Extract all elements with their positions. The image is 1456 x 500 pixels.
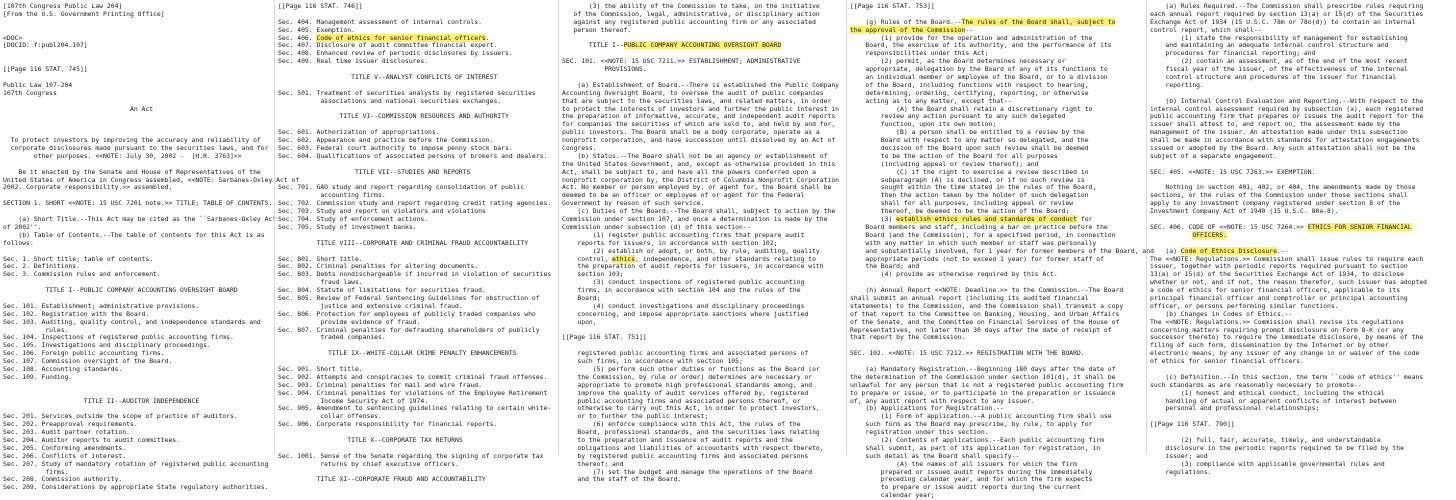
text-line: that are subject to the securities laws, and related matters, in order [562, 96, 832, 105]
text-line: electronic means, by any issuer of any change in or waiver of the code [1150, 349, 1420, 358]
text-line: Sec. 801. Short title. [278, 254, 363, 263]
text-line: To protect investors by improving the accuracy and reliability of [3, 136, 261, 145]
text-line: Public Law 107-204 [3, 80, 73, 89]
text-line: TITLE II--AUDITOR INDEPENDENCE [3, 396, 200, 405]
text-line: Sec. 604. Qualifications of associated persons of brokers and dealers. [278, 151, 548, 160]
text-line: (a) Establishment of Board.--There is established the Public Company [562, 80, 840, 89]
text-line [3, 27, 271, 35]
text-line: Sec. 903. Criminal penalties for mail and wire fraud. [278, 380, 482, 389]
text-line: and the staff of the Board. [562, 475, 682, 484]
text-line: Sec. 803. Debts nondischargeable if incurred in violation of securities [278, 270, 552, 279]
text-line: acting as to any matter, except that-- [850, 96, 1012, 105]
text-line: Nothing in section 401, 402, or 404, the amendments made by those [1150, 183, 1416, 192]
text-line: Sec. 203. Audit partner rotation. [3, 428, 130, 437]
text-line: (a) Code of Ethics Disclosure.-- [1150, 246, 1289, 255]
page-column-2 [274, 0, 558, 484]
text-line: reporting. [1150, 80, 1204, 89]
search-highlight: The rules of the Board shall, subject to [961, 17, 1116, 26]
text-line: Sec. 102. Registration with the Board. [3, 309, 150, 318]
text-line: Sec. 705. Study of investment banks. [278, 222, 417, 231]
text-line: <DOC> [3, 33, 23, 42]
text-line: the approval of the Commission-- [850, 25, 974, 34]
text-line [3, 113, 271, 121]
text-line: (c) Definition.--In this section, the term ``code of ethics'' means [1150, 372, 1424, 381]
text-line: statements) to the Commission, and the Commission shall transmit a copy [850, 301, 1124, 310]
text-line: (1) Form of application.--A public accounting firm shall use [850, 412, 1112, 421]
text-line: (b) Status.--The Board shall not be an agency or establishment of [562, 151, 828, 160]
text-line: appropriate periods (not to exceed 1 year) for former staff of [850, 254, 1104, 263]
text-line: concerning, and impose appropriate sanctions where justified [562, 309, 809, 318]
text-line: sections, or the rules of the Commission under those sections shall [1150, 191, 1408, 200]
text-line: determining, ordering, certifying, reporting, or otherwise [850, 88, 1089, 97]
text-line: with any matter in which such member or staff was personally [850, 238, 1097, 247]
text-line: shall be made in accordance with standards for attestation engagements [1150, 136, 1420, 145]
text-line: Sec. 101. Establishment; administrative provisions. [3, 301, 200, 310]
text-line: for companies the securities of which are sold to, and held by and for, [562, 120, 836, 129]
text-line: (A) the names of all issuers for which the firm [850, 459, 1078, 468]
text-line: TITLE VIII--CORPORATE AND CRIMINAL FRAUD ACCOUNTABILITY [278, 238, 529, 247]
page-column-1 [0, 0, 300, 492]
text-line: upon, [562, 317, 597, 326]
text-line: firms, in accordance with section 104 and the rules of the [562, 286, 801, 295]
text-line: Sec. 602. Appearance and practice before the Commission. [278, 136, 494, 145]
text-line: rules. [3, 325, 69, 334]
text-line: deemed to be an officer or employee of or agent for the Federal [562, 191, 805, 200]
text-line: (b) Changes in Codes of Ethics.-- [1150, 309, 1293, 318]
text-line: (a) Rules Required.--The Commission shall prescribe rules requiring [1150, 2, 1424, 10]
text-line: (3) the ability of the Commission to take, on the initiative [562, 2, 820, 10]
text-line: management of the issuer. An attestation made under this subsection [1150, 128, 1408, 137]
text-line: to prepare or issue audit reports during the current [850, 483, 1081, 492]
text-line: reports for issuers, in accordance with section 102; [562, 238, 778, 247]
text-line: TITLE VI--COMMISSION RESOURCES AND AUTHORITY [278, 112, 509, 121]
text-line: Act, shall be subject to, and have all the powers conferred upon a [562, 167, 816, 176]
text-line: Sec. 805. Review of Federal Sentencing Guidelines for obstruction of [278, 293, 540, 302]
text-line: principal financial officer and comptroller or principal accounting [1150, 293, 1408, 302]
text-line: [[Page 116 STAT. 751]] [562, 333, 647, 342]
text-line: SEC. 405. <<NOTE: 15 USC 7263.>> EXEMPTION. [1150, 167, 1316, 176]
text-line: thereof; and [562, 459, 624, 468]
text-line: (a) Mandatory Registration.--Beginning 180 days after the date of [850, 364, 1116, 373]
text-line: (a) Short Title.--This Act may be cited as the ``Sarbanes-Oxley Act [3, 215, 277, 224]
text-line: each annual report required by section 13(a) or 15(d) of the Securities [1150, 9, 1424, 18]
text-line: Sec. 408. Enhanced review of periodic disclosures by issuers. [278, 49, 513, 58]
text-line: Sec. 207. Study of mandatory rotation of registered public accounting [3, 459, 269, 468]
text-line: of 2002''. [3, 222, 42, 231]
text-line: such form as the Board may prescribe, by rule, to apply for [850, 420, 1093, 429]
text-line: nonprofit corporation by, the District of Columbia Nonprofit Corporation [562, 175, 840, 184]
text-line [3, 50, 271, 58]
text-line: to the preparation and issuance of audit reports and the [562, 435, 793, 444]
text-line: Sec. 703. Study and report on violators and violations [278, 207, 486, 216]
search-highlight: ethics [612, 254, 636, 263]
text-line: TITLE VII--STUDIES AND REPORTS [278, 167, 471, 176]
text-line: Be it enacted by the Senate and House of Representatives of the [3, 167, 261, 176]
text-line: Sec. 201. Services outside the scope of practice of auditors. [3, 412, 238, 421]
search-highlight: ETHICS FOR SENIOR FINANCIAL [1307, 222, 1412, 231]
search-highlight: OFFICERS. [1192, 230, 1227, 239]
text-line: (b) Table of Contents.--The table of contents for this Act is as [3, 230, 265, 239]
text-line: issuer, together with periodic reports required pursuant to section [1150, 262, 1408, 271]
text-line: personal and professional relationships; [1150, 404, 1320, 413]
text-line: that report by the Commission. [850, 333, 966, 342]
text-line: SEC. 102. <<NOTE: 15 USC 7212.>> REGISTRATION WITH THE BOARD. [850, 349, 1085, 358]
text-line: TITLE I--PUBLIC COMPANY ACCOUNTING OVERSIGHT BOARD [562, 41, 782, 50]
text-line: (1) honest and ethical conduct, including the ethical [1150, 388, 1385, 397]
text-line: (3) establish ethics rules and standards of conduct for [850, 215, 1093, 224]
text-line: Sec. 906. Corporate responsibility for financial reports. [278, 420, 498, 429]
text-line: (4) provide as otherwise required by this Act. [850, 270, 1058, 279]
text-line: Representatives, not later than 30 days after the date of receipt of [850, 325, 1112, 334]
text-line: subject of a separate engagement. [1150, 151, 1277, 160]
text-line: control report, which shall-- [1150, 25, 1262, 34]
text-line: regulations. [1150, 467, 1212, 476]
text-line: (1) provide for the operation and administration of the [850, 33, 1093, 42]
text-line: shall for all purposes, including appeal or review [850, 199, 1074, 208]
text-line: an individual member or employee of the Board, or to a division [850, 73, 1108, 82]
text-line: accounting firms. [278, 191, 386, 200]
text-line: Sec. 104. Inspections of registered public accounting firms. [3, 333, 234, 342]
search-highlight: PUBLIC COMPANY ACCOUNTING OVERSIGHT BOARD [623, 41, 782, 50]
text-line: public investors. The Board shall be a body corporate, operate as a [562, 128, 820, 137]
text-line: (2) contain an assessment, as of the end of the most recent [1150, 57, 1408, 66]
text-line: (C) if the right to exercise a review described in [850, 167, 1089, 176]
text-line: The <<NOTE: Regulations.>> Commission shall issue rules to require each [1150, 254, 1424, 263]
text-line: issuer shall attest to, and report on, the assessment made by the [1150, 120, 1401, 129]
text-line: TITLE V--ANALYST CONFLICTS OF INTEREST [278, 73, 498, 82]
text-line: associations and national securities exchanges. [278, 96, 502, 105]
text-line: Sec. 804. Statute of limitations for securities fraud. [278, 286, 486, 295]
text-line: (including appeal or review thereof); and [850, 159, 1039, 168]
text-line: responsibilities under this Act; [850, 49, 989, 58]
text-line: appropriate to promote high professional standards among, and [562, 380, 813, 389]
text-line: (b) Internal Control Evaluation and Reporting.--With respect to the [1150, 96, 1424, 105]
text-line: Board members and staff, including a bar on practice before the [850, 222, 1108, 231]
text-line: such detail as the Board shall specify-- [850, 451, 1020, 460]
text-line: Sec. 409. Real time issuer disclosures. [278, 57, 429, 66]
text-line: 107th Congress [3, 88, 57, 97]
text-line: decision of the Board upon such review shall be deemed [850, 144, 1089, 153]
text-line: section 103; [562, 270, 624, 279]
text-line: appropriate, delegation by the Board of any of its functions to [850, 65, 1108, 74]
text-line: Sec. 109. Funding. [3, 372, 73, 381]
text-line: of, any audit report with respect to any issuer. [850, 396, 1035, 405]
text-line: shall submit an annual report (including its audited financial [850, 293, 1089, 302]
text-line: such standards as are reasonably necessary to promote-- [1150, 380, 1362, 389]
text-line: (1) register public accounting firms that prepare audit [562, 230, 805, 239]
text-line: Sec. 209. Considerations by appropriate State regulatory authorities. [3, 483, 269, 492]
text-line: (6) enforce compliance with this Act, the rules of the [562, 420, 801, 429]
text-line: (b) Applications for Registration.-- [850, 404, 1004, 413]
text-line: issued or adopted by the Board. Any such attestation shall not be the [1150, 144, 1416, 153]
text-line: An Act [3, 104, 154, 113]
text-line: of ethics for senior financial officers. [1150, 357, 1304, 366]
text-line: apply to any investment company registered under section 8 of the [1150, 199, 1401, 208]
text-line: such firms, in accordance with section 105; [562, 357, 743, 366]
text-line: Exchange Act of 1934 (15 U.S.C. 78m or 78o(d)) to contain an internal [1150, 17, 1416, 26]
text-line: a code of ethics for senior financial officers, applicable to its [1150, 286, 1401, 295]
text-line: [DOCID: f:publ204.107] [3, 41, 88, 50]
text-line: nonprofit corporation, and have succession until dissolved by an Act of [562, 136, 836, 145]
text-line: whether or not, and if not, the reason therefor, such issuer has adopted [1150, 278, 1428, 287]
text-line: then the action taken by the holder of such delegation [850, 191, 1089, 200]
text-line: successor thereto) to require the immediate disclosure, by means of the [1150, 333, 1424, 342]
text-line: (g) Rules of the Board.--The rules of the Board shall, subject to [850, 17, 1116, 26]
text-line: The <<NOTE: Regulations.>> Commission shall revise its regulations [1150, 317, 1404, 326]
text-line: by registered public accounting firms and associated persons [562, 451, 809, 460]
text-line: registered public accounting firms and associated persons of [562, 349, 809, 358]
text-line: (B) a person shall be entitled to a review by the [850, 128, 1085, 137]
text-line: (3) compliance with applicable governmental rules and [1150, 459, 1385, 468]
text-line: subparagraph (A) is declined, or if no such review is [850, 175, 1085, 184]
text-line: TITLE I--PUBLIC COMPANY ACCOUNTING OVERSIGHT BOARD [3, 286, 238, 295]
text-line: Sec. 206. Conflicts of interest. [3, 451, 127, 460]
text-line: Sec. 905. Amendment to sentencing guidelines relating to certain white- [278, 404, 552, 413]
text-line: review any action pursuant to any such delegated [850, 112, 1066, 121]
text-line: the determination of the Commission under section 101(d), it shall be [850, 372, 1116, 381]
page-column-5 [1146, 0, 1456, 476]
text-line: shall submit, as part of its application for registration, in [850, 443, 1101, 452]
text-line: [107th Congress Public Law 204] [3, 2, 123, 10]
text-line: Board; [562, 293, 601, 302]
text-line: (1) state the responsibility of management for establishing [1150, 33, 1408, 42]
text-line: provide evidence of fraud. [278, 317, 421, 326]
text-line: Sec. 107. Commission oversight of the Board. [3, 357, 173, 366]
text-line: handling of actual or apparent conflicts of interest between [1150, 396, 1397, 405]
text-line: (4) conduct investigations and disciplinary proceedings [562, 301, 805, 310]
text-line: Sec. 103. Auditing, quality control, and independence standards and [3, 317, 261, 326]
search-highlight: Code of ethics for senior financial officers [316, 33, 486, 42]
text-line [3, 19, 271, 27]
text-line: prepared or issued audit reports during the immediately [850, 467, 1093, 476]
text-line: issuer; and [1150, 451, 1208, 460]
text-line: Sec. 807. Criminal penalties for defrauding shareholders of publicly [278, 325, 540, 334]
text-line: (c) Duties of the Board.--The Board shall, subject to action by the [562, 207, 836, 216]
text-line: Sec. 406. Code of ethics for senior financial officers. [278, 33, 490, 42]
text-line: function, upon its own motion; [850, 120, 997, 129]
text-line: returns by chief executive officers. [278, 459, 459, 468]
text-line: or to further the public interest; [562, 412, 709, 421]
text-line: (2) full, fair, accurate, timely, and understandable [1150, 435, 1381, 444]
text-line [1150, 232, 1453, 240]
text-line: Sec. 108. Accounting standards. [3, 364, 123, 373]
text-line: sought within the time stated in the rules of the Board, [850, 183, 1097, 192]
search-highlight: Code of Ethics Disclosure [1180, 246, 1277, 255]
text-line: Sec. 501. Treatment of securities analysts by registered securities [278, 88, 536, 97]
text-line: and maintaining an adequate internal control structure and [1150, 41, 1389, 50]
text-line: officer, or persons performing similar functions. [1150, 301, 1339, 310]
text-line: disclosure in the periodic reports required to be filed by the [1150, 443, 1404, 452]
text-line: collar offenses. [278, 412, 382, 421]
text-line: SEC. 406. CODE OF <<NOTE: 15 USC 7264.>> ETHICS FOR SENIOR FINANCIAL [1150, 222, 1412, 231]
text-line: procedures for financial reporting; and [1150, 49, 1316, 58]
text-line: improve the quality of audit services offered by, registered [562, 388, 809, 397]
text-line: Sec. 902. Attempts and conspiracies to commit criminal fraud offenses. [278, 372, 548, 381]
text-line: filing of such form, dissemination by the Internet or by other [1150, 341, 1389, 350]
text-line: TITLE XI--CORPORATE FRAUD AND ACCOUNTABILITY [278, 475, 486, 484]
text-line: (7) set the budget and manage the operations of the Board [562, 467, 813, 476]
text-line: Sec. 601. Authorization of appropriations. [278, 128, 440, 137]
text-line: thereof, be deemed to be the action of the Board; [850, 207, 1070, 216]
text-line: the preparation of informative, accurate, and independent audit reports [562, 112, 836, 121]
text-line: Sec. 901. Short title. [278, 364, 363, 373]
text-line: Sec. 702. Commission study and report regarding credit rating agencies. [278, 199, 552, 208]
text-line: Sec. 1001. Sense of the Senate regarding the signing of corporate tax [278, 451, 544, 460]
text-line: (2) Contents of applications.--Each public accounting firm [850, 435, 1104, 444]
text-line: Sec. 105. Investigations and disciplinary proceedings. [3, 341, 211, 350]
text-line: 2002. Corporate responsibility.>> assembled, [3, 183, 173, 192]
text-line: control, ethics, independence, and other standards relating to [562, 254, 816, 263]
text-line: Sec. 3. Commission rules and enforcement. [3, 270, 161, 279]
text-line: Sec. 204. Auditor reports to audit committees. [3, 435, 180, 444]
text-line: (3) conduct inspections of registered public accounting [562, 278, 805, 287]
text-line: to prepare or issue, or to participate in the preparation or issuance [850, 388, 1116, 397]
text-line: Act. No member or person employed by, or agent for, the Board shall be [562, 183, 832, 192]
text-line: public accounting firm that prepares or issues the audit report for the [1150, 112, 1424, 121]
search-highlight: establish ethics rules and standards of conduct [896, 215, 1078, 224]
text-line: fraud laws. [278, 278, 363, 287]
text-line: Board (and the Commission), for a specified period, in connection [850, 230, 1116, 239]
text-line: person thereof. [562, 25, 632, 34]
text-line: Investment Company Act of 1940 (15 U.S.C. 80a-8). [1150, 207, 1339, 216]
text-line: Sec. 904. Criminal penalties for violations of the Employee Retirement [278, 388, 548, 397]
text-line: and substantially involved, for 1 year for former members of the Board, and [850, 246, 1154, 255]
text-line: (2) permit, as the Board determines necessary or [850, 57, 1066, 66]
text-line [3, 382, 271, 390]
text-line: firms. [3, 467, 69, 476]
text-line: against any registered public accounting firm or any associated [562, 17, 816, 26]
text-line: Sec. 208. Commission authority. [3, 475, 123, 484]
text-line: (A) the Board shall retain a discretionary right to [850, 104, 1093, 113]
text-line: [[Page 116 STAT. 790]] [1150, 420, 1235, 429]
text-line: Sec. 806. Protection for employees of publicly traded companies who [278, 309, 536, 318]
text-line: public accounting firms and associated persons thereof, or [562, 396, 801, 405]
text-line: Income Security Act of 1974. [278, 396, 429, 405]
text-line: unlawful for any person that is not a registered public accounting firm [850, 380, 1124, 389]
text-line: Board, the exercise of its authority, and the performance of its [850, 41, 1112, 50]
text-line: concerning matters requiring prompt disclosure on Form 8-K (or any [1150, 325, 1404, 334]
text-line: United States of America in Congress assembled, <<NOTE: Sarbanes-Oxley Act of [3, 175, 300, 184]
text-line: internal control assessment required by subsection (a), each registered [1150, 104, 1424, 113]
text-line: fiscal year of the issuer, of the effectiveness of the internal [1150, 65, 1408, 74]
text-line: of that report to the Committee on Banking, Housing, and Urban Affairs [850, 309, 1120, 318]
text-line: to be the action of the Board for all purposes [850, 151, 1058, 160]
text-line: Congress. [562, 144, 597, 153]
text-line: of the Board, including functions with respect to hearing, [850, 80, 1089, 89]
text-line: Government by reason of such service. [562, 199, 705, 208]
text-line: Sec. 704. Study of enforcement actions. [278, 215, 429, 224]
text-line: SECTION 1. SHORT <<NOTE: 15 USC 7201 note.>> TITLE; TABLE OF CONTENTS. [3, 199, 273, 208]
text-line: Sec. 802. Criminal penalties for altering documents. [278, 262, 479, 271]
text-line: Sec. 407. Disclosure of audit committee financial expert. [278, 41, 498, 50]
text-line: calendar year; [850, 491, 935, 500]
text-line: the preparation of audit reports for issuers, in accordance with [562, 262, 824, 271]
text-line: Sec. 205. Conforming amendments. [3, 443, 127, 452]
text-line: to protect the interests of investors and further the public interest in [562, 104, 840, 113]
text-line: Sec. 603. Federal court authority to impose penny stock bars. [278, 144, 513, 153]
text-line: obligations and liabilities of accountants with respect thereto, [562, 443, 824, 452]
text-line: (2) establish or adopt, or both, by rule, auditing, quality [562, 246, 820, 255]
text-line: of the Commission, legal, administrative, or disciplinary action [562, 9, 820, 18]
text-line: Accounting Oversight Board, to oversee the audit of public companies [562, 88, 824, 97]
text-line: of the Senate, and the Committee on Financial Services of the House of [850, 317, 1120, 326]
text-line: SEC. 101. <<NOTE: 15 USC 7211.>> ESTABLISHMENT; ADMINISTRATIVE [562, 57, 801, 66]
text-line: traded companies. [278, 333, 386, 342]
text-line: otherwise to carry out this Act, in order to protect investors, [562, 404, 820, 413]
text-line: Sec. 2. Definitions. [3, 262, 80, 271]
text-line: corporate disclosures made pursuant to the securities laws, and for [3, 144, 269, 153]
text-line: control structure and procedures of the issuer for financial [1150, 73, 1397, 82]
text-line: Sec. 405. Exemption. [278, 25, 355, 34]
text-line [3, 121, 271, 129]
text-line: Commission under section 107, and once a determination is made by the [562, 215, 828, 224]
text-line: Sec. 202. Preapproval requirements. [3, 420, 138, 429]
search-highlight: the approval of the Commission [850, 25, 966, 34]
text-line: TITLE X--CORPORATE TAX RETURNS [278, 435, 463, 444]
text-line: Sec. 404. Management assessment of internal controls. [278, 17, 482, 26]
text-line: preceding calendar year, and for which the firm expects [850, 475, 1093, 484]
text-line: [[Page 116 STAT. 753]] [850, 2, 935, 10]
text-line: Sec. 701. GAO study and report regarding consolidation of public [278, 183, 525, 192]
text-line: other purposes. <<NOTE: July 30, 2002 - [H.R. 3763]>> [3, 151, 242, 160]
text-line: [[Page 116 STAT. 745]] [3, 65, 88, 74]
text-line: PROVISIONS. [562, 65, 647, 74]
text-line: Sec. 106. Foreign public accounting firms. [3, 349, 165, 358]
page-column-3 [558, 0, 846, 484]
text-line: follows: [3, 238, 34, 247]
text-line: justice and extensive criminal fraud. [278, 301, 463, 310]
text-line: Board, professional standards, and the securities laws relating [562, 428, 820, 437]
text-line: registration under this section. [850, 428, 989, 437]
text-line: the United States Government, and, except as otherwise provided in this [562, 159, 836, 168]
text-line: 13(a) or 15(d) of the Securities Exchange Act of 1934, to disclose [1150, 270, 1404, 279]
text-line: Commission under subsection (d) of this section-- [562, 222, 751, 231]
text-line: Board with respect to any matter so delegated, and the [850, 136, 1089, 145]
text-line: (5) perform such other duties or functions as the Board (or [562, 364, 820, 373]
text-line: (h) Annual Report <<NOTE: Deadline.>> to the Commission.--The Board [850, 286, 1124, 295]
page-column-4 [846, 0, 1154, 500]
text-line: [[Page 116 STAT. 746]] [278, 2, 363, 10]
text-line: TITLE IX--WHITE-COLLAR CRIME PENALTY ENHANCEMENTS [278, 349, 517, 358]
text-line: the Commission, by rule or order) determines are necessary or [562, 372, 813, 381]
text-line: the Board; and [850, 262, 920, 271]
text-line: [From the U.S. Government Printing Office] [3, 9, 165, 18]
text-line: Sec. 1. Short title; table of contents. [3, 254, 154, 263]
